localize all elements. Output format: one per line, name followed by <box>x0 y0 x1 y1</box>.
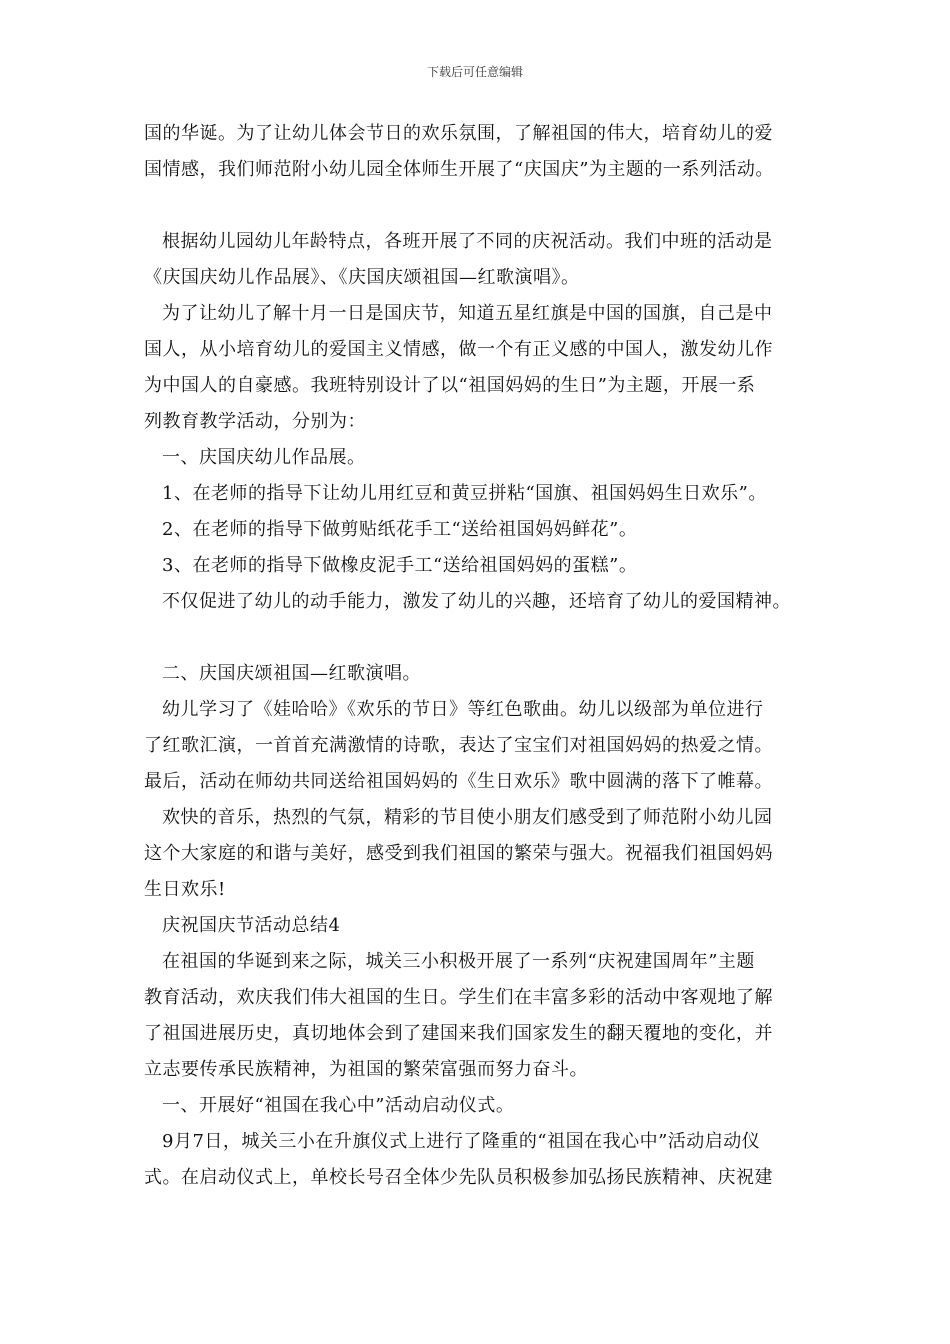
paragraph-line: 最后，活动在师幼共同送给祖国妈妈的《生日欢乐》歌中圆满的落下了帷幕。 <box>144 771 773 792</box>
paragraph-line: 不仅促进了幼儿的动手能力，激发了幼儿的兴趣，还培育了幼儿的爱国精神。 <box>162 591 791 612</box>
paragraph-line: 立志要传承民族精神，为祖国的繁荣富强而努力奋斗。 <box>144 1059 588 1080</box>
section-heading: 一、庆国庆幼儿作品展。 <box>162 447 366 468</box>
paragraph-line: 国的华诞。为了让幼儿体会节日的欢乐氛围，了解祖国的伟大，培育幼儿的爱 <box>144 123 773 144</box>
document-body <box>144 116 824 1196</box>
section-heading: 一、开展好“祖国在我心中”活动启动仪式。 <box>162 1095 515 1116</box>
section-heading: 二、庆国庆颂祖国—红歌演唱。 <box>162 663 421 684</box>
list-item: 3、在老师的指导下做橡皮泥手工“送给祖国妈妈的蛋糕”。 <box>162 555 638 576</box>
paragraph-line: 《庆国庆幼儿作品展》、《庆国庆颂祖国—红歌演唱》。 <box>144 267 580 288</box>
paragraph-line: 为了让幼儿了解十月一日是国庆节，知道五星红旗是中国的国旗，自己是中 <box>162 303 773 324</box>
paragraph-line: 根据幼儿园幼儿年龄特点，各班开展了不同的庆祝活动。我们中班的活动是 <box>162 231 773 252</box>
paragraph-line: 国情感，我们师范附小幼儿园全体师生开展了“庆国庆”为主题的一系列活动。 <box>144 159 774 180</box>
section-title: 庆祝国庆节活动总结4 <box>162 915 341 936</box>
paragraph-line: 为中国人的自豪感。我班特别设计了以“祖国妈妈的生日”为主题，开展一系 <box>144 375 756 396</box>
paragraph-line: 在祖国的华诞到来之际，城关三小积极开展了一系列“庆祝建国周年”主题 <box>162 951 755 972</box>
paragraph-gap <box>144 620 824 656</box>
paragraph-line: 生日欢乐! <box>144 879 226 900</box>
paragraph-line: 教育活动，欢庆我们伟大祖国的生日。学生们在丰富多彩的活动中客观地了解 <box>144 987 773 1008</box>
paragraph-line: 了祖国进展历史，真切地体会到了建国来我们国家发生的翻天覆地的变化，并 <box>144 1023 773 1044</box>
paragraph-gap <box>144 188 824 224</box>
paragraph-line: 幼儿学习了《娃哈哈》《欢乐的节日》等红色歌曲。幼儿以级部为单位进行 <box>162 699 764 720</box>
paragraph-line: 列教育教学活动，分别为： <box>144 411 366 432</box>
paragraph-line: 国人，从小培育幼儿的爱国主义情感，做一个有正义感的中国人，激发幼儿作 <box>144 339 773 360</box>
list-item: 2、在老师的指导下做剪贴纸花手工“送给祖国妈妈鲜花”。 <box>162 519 638 540</box>
paragraph-line: 欢快的音乐，热烈的气氛，精彩的节目使小朋友们感受到了师范附小幼儿园 <box>162 807 773 828</box>
paragraph-line: 这个大家庭的和谐与美好，感受到我们祖国的繁荣与强大。祝福我们祖国妈妈 <box>144 843 773 864</box>
paragraph-line: 式。在启动仪式上，单校长号召全体少先队员积极参加弘扬民族精神、庆祝建 <box>144 1167 773 1188</box>
list-item: 1、在老师的指导下让幼儿用红豆和黄豆拼粘“国旗、祖国妈妈生日欢乐”。 <box>162 483 767 504</box>
paragraph-line: 9月7日，城关三小在升旗仪式上进行了隆重的“祖国在我心中”活动启动仪 <box>162 1131 761 1152</box>
paragraph-line: 了红歌汇演，一首首充满激情的诗歌，表达了宝宝们对祖国妈妈的热爱之情。 <box>144 735 773 756</box>
page-header: 下载后可任意编辑 <box>426 65 523 79</box>
